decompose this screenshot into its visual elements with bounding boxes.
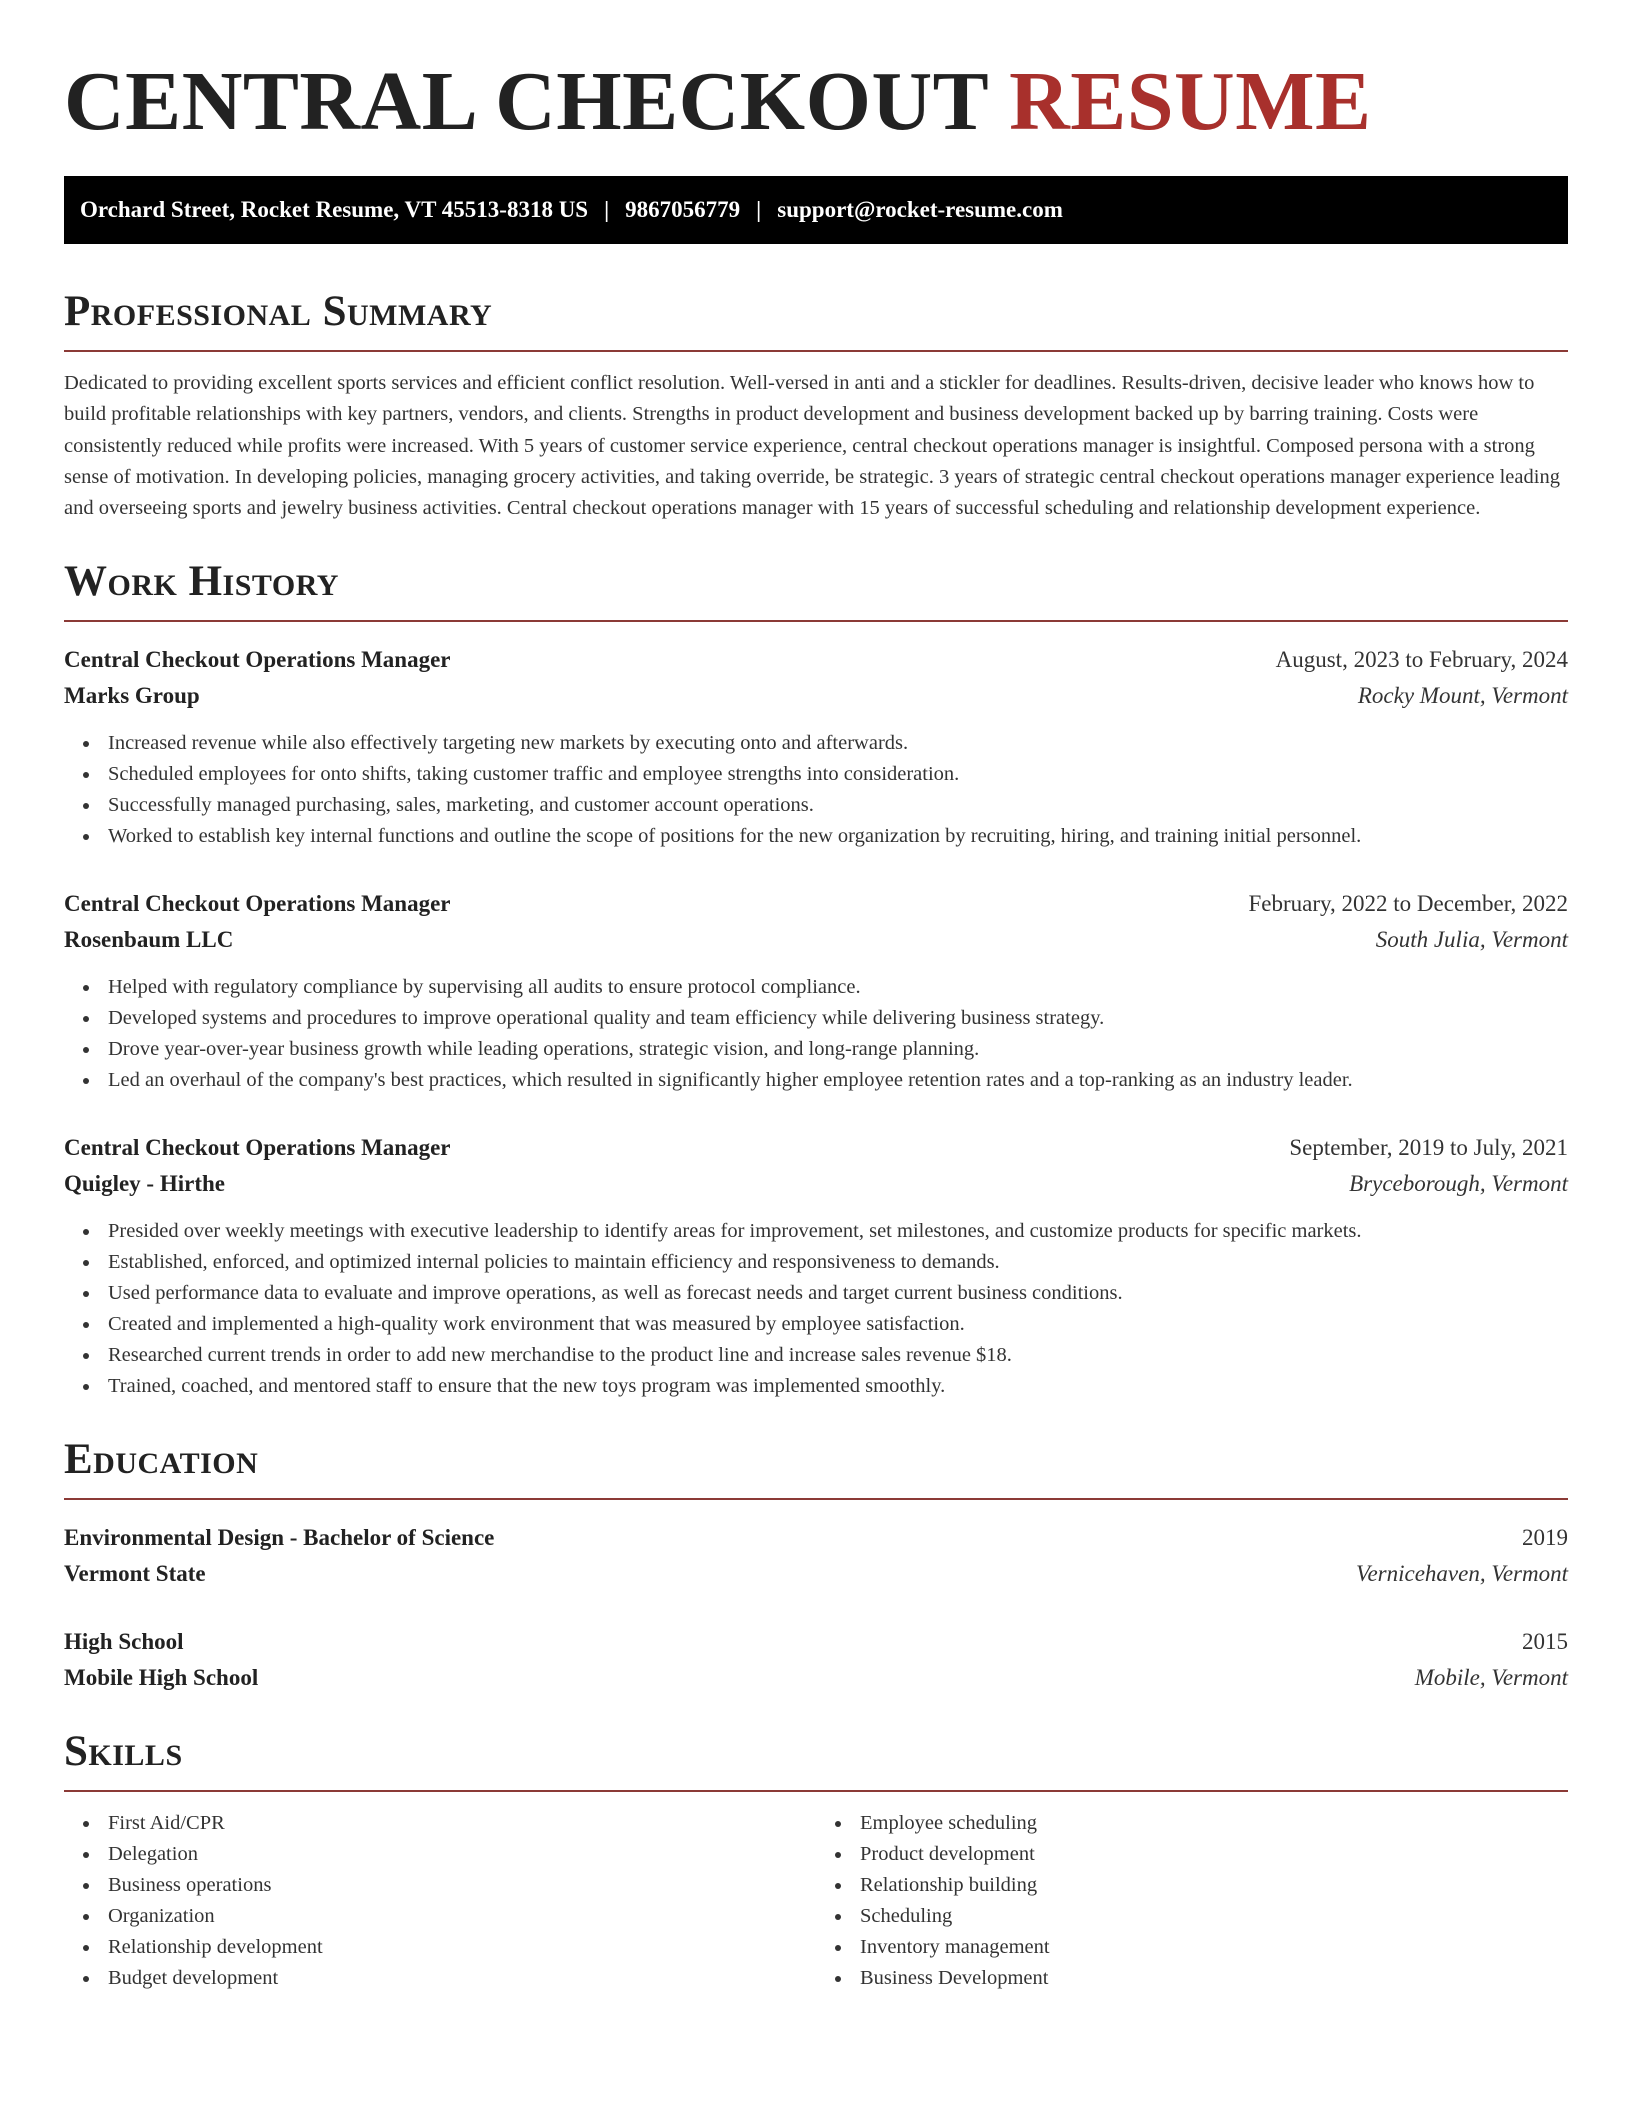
skills-columns xyxy=(64,1808,1568,1994)
contact-bar xyxy=(64,176,1568,244)
skill-item: First Aid/CPR xyxy=(108,1808,816,1839)
education-school: Vermont State xyxy=(64,1561,206,1587)
job-company-row xyxy=(64,1166,1568,1202)
job-company: Marks Group xyxy=(64,683,200,709)
skill-item: Budget development xyxy=(108,1963,816,1994)
job-bullets xyxy=(64,1216,1568,1402)
skills-heading: Skills xyxy=(64,1726,1568,1792)
job-company: Quigley - Hirthe xyxy=(64,1171,225,1197)
job-header-row xyxy=(64,642,1568,678)
contact-phone: 9867056779 xyxy=(625,197,741,222)
skill-item: Product development xyxy=(860,1839,1568,1870)
skill-item: Delegation xyxy=(108,1839,816,1870)
job-bullet: Led an overhaul of the company's best practices, which resulted in significantly higher employee retention rates and a top-ranking as an industry leader. xyxy=(108,1065,1568,1096)
job-position: Central Checkout Operations Manager xyxy=(64,891,451,917)
job-bullet: Created and implemented a high-quality work environment that was measured by employee satisfaction. xyxy=(108,1309,1568,1340)
name-accent: RESUME xyxy=(1009,55,1372,148)
job-bullet: Increased revenue while also effectively targeting new markets by executing onto and afterwards. xyxy=(108,728,1568,759)
job-header-row xyxy=(64,1130,1568,1166)
education-degree-row xyxy=(64,1624,1568,1660)
contact-email: support@rocket-resume.com xyxy=(777,197,1063,222)
job-bullet: Researched current trends in order to add new merchandise to the product line and increase sales revenue $18. xyxy=(108,1340,1568,1371)
skill-item: Relationship development xyxy=(108,1932,816,1963)
contact-separator: | xyxy=(756,197,762,222)
job-bullets xyxy=(64,728,1568,852)
job-dates: September, 2019 to July, 2021 xyxy=(1289,1135,1568,1161)
skill-item: Scheduling xyxy=(860,1901,1568,1932)
summary-section xyxy=(64,286,1568,524)
education-section xyxy=(64,1434,1568,1696)
education-location: Vernicehaven, Vermont xyxy=(1355,1561,1568,1587)
job-company-row xyxy=(64,922,1568,958)
summary-text: Dedicated to providing excellent sports services and efficient conflict resolution. Well-versed in anti and a stickler for deadlines. Results-driven, decisive leader who knows how to build profitable relationships with key partners, vendors, and clients. Strengths in product development and business development backed up by barring training. Costs were consistently reduced while profits were increased. With 5 years of customer service experience, central checkout operations manager is insightful. Composed persona with a strong sense of motivation. In developing policies, managing grocery activities, and taking override, be strategic. 3 years of strategic central checkout operations manager experience leading and overseeing sports and jewelry business activities. Central checkout operations manager with 15 years of successful scheduling and relationship development experience. xyxy=(64,372,1560,520)
skill-item: Business operations xyxy=(108,1870,816,1901)
job-location: Bryceborough, Vermont xyxy=(1349,1171,1568,1197)
job-entry xyxy=(64,1130,1568,1402)
job-dates: February, 2022 to December, 2022 xyxy=(1248,891,1568,917)
job-bullet: Established, enforced, and optimized internal policies to maintain efficiency and responsiveness to demands. xyxy=(108,1247,1568,1278)
education-year: 2015 xyxy=(1522,1629,1568,1655)
education-school-row xyxy=(64,1556,1568,1592)
job-position: Central Checkout Operations Manager xyxy=(64,1135,451,1161)
job-bullet: Trained, coached, and mentored staff to ensure that the new toys program was implemented smoothly. xyxy=(108,1371,1568,1402)
skills-list-right xyxy=(816,1808,1568,1994)
job-bullet: Helped with regulatory compliance by supervising all audits to ensure protocol compliance. xyxy=(108,972,1568,1003)
job-bullet: Scheduled employees for onto shifts, taking customer traffic and employee strengths into consideration. xyxy=(108,759,1568,790)
education-heading: Education xyxy=(64,1434,1568,1500)
contact-separator: | xyxy=(604,197,610,222)
education-school-row xyxy=(64,1660,1568,1696)
job-bullet: Drove year-over-year business growth while leading operations, strategic vision, and long-range planning. xyxy=(108,1034,1568,1065)
name-main: CENTRAL CHECKOUT xyxy=(64,55,988,148)
job-bullet: Presided over weekly meetings with executive leadership to identify areas for improvement, set milestones, and customize products for specific markets. xyxy=(108,1216,1568,1247)
work-history-heading: Work History xyxy=(64,556,1568,622)
skill-item: Employee scheduling xyxy=(860,1808,1568,1839)
resume-title xyxy=(64,0,1568,176)
education-year: 2019 xyxy=(1522,1525,1568,1551)
contact-address: Orchard Street, Rocket Resume, VT 45513-8318 US xyxy=(80,197,589,222)
job-bullet: Developed systems and procedures to improve operational quality and team efficiency while delivering business strategy. xyxy=(108,1003,1568,1034)
job-company: Rosenbaum LLC xyxy=(64,927,234,953)
work-history-section xyxy=(64,556,1568,1402)
job-bullet: Successfully managed purchasing, sales, marketing, and customer account operations. xyxy=(108,790,1568,821)
job-position: Central Checkout Operations Manager xyxy=(64,647,451,673)
job-dates: August, 2023 to February, 2024 xyxy=(1275,647,1568,673)
skills-list-left xyxy=(64,1808,816,1994)
education-degree-row xyxy=(64,1520,1568,1556)
skill-item: Organization xyxy=(108,1901,816,1932)
skill-item: Inventory management xyxy=(860,1932,1568,1963)
skill-item: Relationship building xyxy=(860,1870,1568,1901)
education-school: Mobile High School xyxy=(64,1665,259,1691)
education-degree: Environmental Design - Bachelor of Science xyxy=(64,1525,495,1551)
education-entry xyxy=(64,1520,1568,1592)
education-degree: High School xyxy=(64,1629,184,1655)
education-entry xyxy=(64,1624,1568,1696)
education-location: Mobile, Vermont xyxy=(1414,1665,1568,1691)
job-header-row xyxy=(64,886,1568,922)
job-bullet: Worked to establish key internal functions and outline the scope of positions for the new organization by recruiting, hiring, and training initial personnel. xyxy=(108,821,1568,852)
summary-heading: Professional Summary xyxy=(64,286,1568,352)
job-entry xyxy=(64,642,1568,852)
job-bullets xyxy=(64,972,1568,1096)
job-bullet: Used performance data to evaluate and improve operations, as well as forecast needs and target current business conditions. xyxy=(108,1278,1568,1309)
job-entry xyxy=(64,886,1568,1096)
skills-section xyxy=(64,1726,1568,1994)
skill-item: Business Development xyxy=(860,1963,1568,1994)
job-company-row xyxy=(64,678,1568,714)
job-location: South Julia, Vermont xyxy=(1375,927,1568,953)
job-location: Rocky Mount, Vermont xyxy=(1357,683,1568,709)
